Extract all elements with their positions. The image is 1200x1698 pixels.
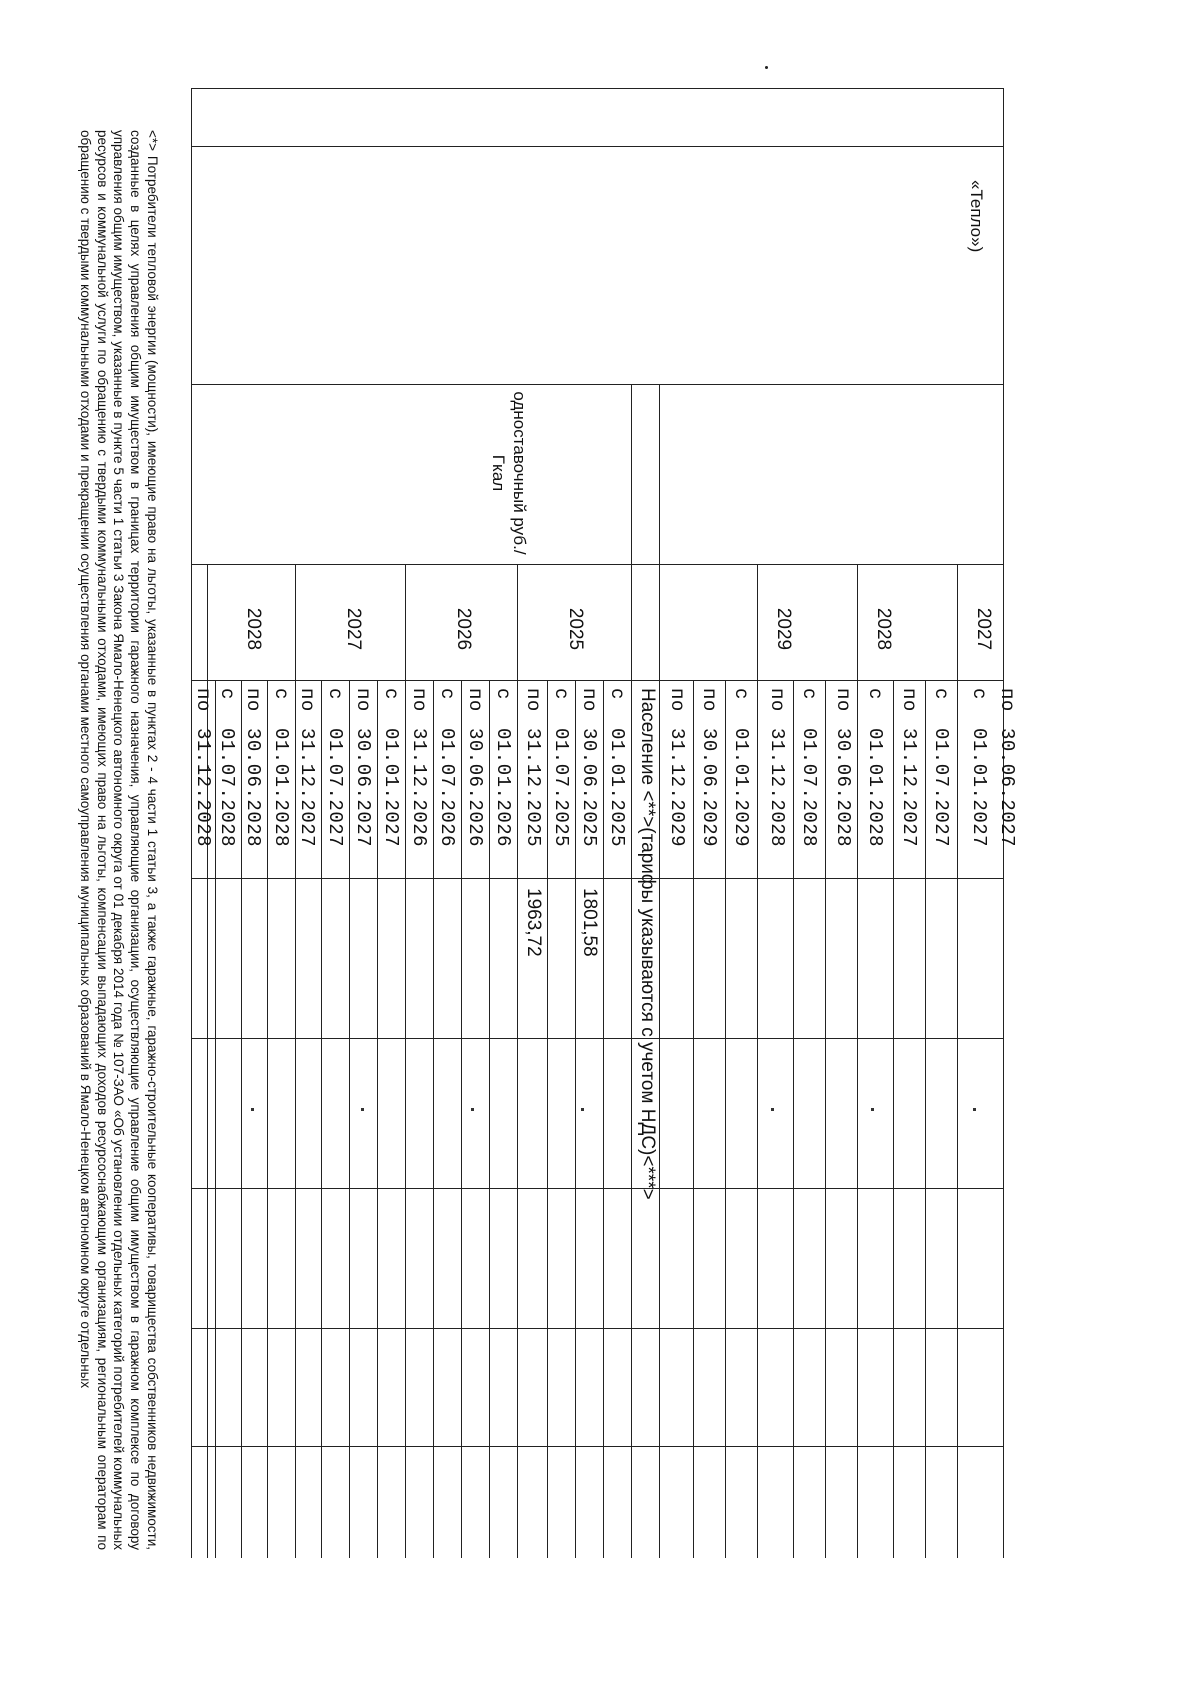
empty-cell-dash [361, 1108, 364, 1111]
period-row: с01.01.2029 [730, 688, 752, 848]
period-row: по30.06.2028 [242, 688, 264, 848]
lower-row-sep [461, 680, 462, 1558]
period-row: по31.12.2025 [522, 688, 544, 848]
period-row: с01.01.2027 [380, 688, 402, 848]
table-border-left [192, 88, 1004, 89]
col-sep-8 [192, 1328, 1004, 1329]
footnote: <*> Потребители тепловой энергии (мощности), имеющие право на льготы, указанные в пунктах 2 - 4 части 1 статьи 3, а также гаражные, гаражно-строительные кооперативы, товарищества собственников недвижимости, созданные в целях управления общим имуществом в границах территории гаражного назначения, управляющие организации, осуществляющие управление общим имуществом в гаражном комплексе по договору управления общим имуществом, указанные в пункте 5 части 1 статьи 3 Закона Ямало-Ненецкого автономного округа от 01 декабря 2014 года № 107-ЗАО «Об установлении отдельных категорий потребителей коммунальных ресурсов и коммунальной услуги по обращению с твердыми коммунальными отходами, имеющих право на льготы, компенсации выпадающих доходов ресурсоснабжающим организациям, региональным операторам по обращению с твердыми коммунальными отходами и прекращении осуществления органами местного самоуправления муниципальных образований в Ямало-Ненецком автономном округе отдельных [77, 130, 160, 1550]
lower-row-sep [405, 564, 406, 1558]
population-band-top [659, 384, 660, 1558]
empty-cell-dash [871, 1108, 874, 1111]
col-sep-7 [192, 1188, 1004, 1189]
period-row: с01.07.2028 [216, 688, 238, 848]
unit-label: одноставочный руб./Гкал [489, 391, 529, 555]
period-row: с01.01.2028 [864, 688, 886, 848]
upper-row-sep [957, 564, 958, 1558]
period-row: по31.12.2029 [666, 688, 688, 848]
period-row: с01.07.2027 [930, 688, 952, 848]
period-row: по30.06.2026 [464, 688, 486, 848]
period-row: по31.12.2027 [898, 688, 920, 848]
col-sep-1 [192, 146, 1004, 147]
period-row: с01.07.2027 [324, 688, 346, 848]
empty-cell-dash [251, 1108, 254, 1111]
period-row: с01.01.2027 [968, 688, 990, 848]
lower-row-sep [603, 680, 604, 1558]
population-band-bottom [631, 384, 632, 1558]
org-name-fragment: «Тепло») [967, 180, 986, 253]
tariff-value: 1963,72 [523, 888, 544, 957]
lower-row-sep [433, 680, 434, 1558]
upper-row-sep [725, 680, 726, 1558]
population-row-label: Население <**>(тарифы указываются с учетом НДС)<***> [637, 688, 658, 1200]
period-row: по30.06.2028 [832, 688, 854, 848]
year-label: 2029 [773, 607, 794, 651]
empty-cell-dash [973, 1108, 976, 1111]
period-row: с01.07.2028 [798, 688, 820, 848]
col-sep-5 [192, 878, 1004, 879]
period-row: по31.12.2027 [296, 688, 318, 848]
year-label: 2027 [973, 607, 994, 651]
lower-row-sep [267, 680, 268, 1558]
upper-row-sep [893, 680, 894, 1558]
empty-cell-dash [581, 1108, 584, 1111]
col-sep-6 [192, 1038, 1004, 1039]
period-row: с01.07.2025 [550, 688, 572, 848]
period-row: с01.01.2026 [492, 688, 514, 848]
col-sep-2 [192, 384, 1004, 385]
period-row: по30.06.2029 [698, 688, 720, 848]
lower-row-sep [349, 680, 350, 1558]
upper-row-sep [857, 564, 858, 1558]
period-row: с01.01.2025 [606, 688, 628, 848]
period-row: по30.06.2025 [578, 688, 600, 848]
period-row: по31.12.2026 [408, 688, 430, 848]
upper-row-sep [757, 564, 758, 1558]
upper-row-sep [793, 680, 794, 1558]
col-sep-9 [192, 1446, 1004, 1447]
lower-row-sep [377, 680, 378, 1558]
upper-row-sep [693, 680, 694, 1558]
year-label: 2028 [243, 607, 264, 651]
lower-row-sep [575, 680, 576, 1558]
period-row: по30.06.2027 [352, 688, 374, 848]
lower-row-sep [517, 564, 518, 1558]
period-row: с01.01.2028 [270, 688, 292, 848]
year-label: 2026 [453, 607, 474, 651]
period-row: с01.07.2026 [436, 688, 458, 848]
period-row: по31.12.2028 [192, 688, 214, 848]
year-label: 2028 [873, 607, 894, 651]
period-row: по30.06.2027 [996, 688, 1018, 848]
upper-row-sep [825, 680, 826, 1558]
period-row: по31.12.2028 [766, 688, 788, 848]
scan-speck [765, 66, 768, 69]
empty-cell-dash [471, 1108, 474, 1111]
tariff-value: 1801,58 [579, 888, 600, 957]
year-label: 2027 [343, 607, 364, 651]
tariff-table [192, 88, 1018, 1558]
lower-row-sep [321, 680, 322, 1558]
upper-row-sep [925, 680, 926, 1558]
empty-cell-dash [771, 1108, 774, 1111]
lower-row-sep [547, 680, 548, 1558]
lower-row-sep [489, 680, 490, 1558]
year-label: 2025 [565, 607, 586, 651]
